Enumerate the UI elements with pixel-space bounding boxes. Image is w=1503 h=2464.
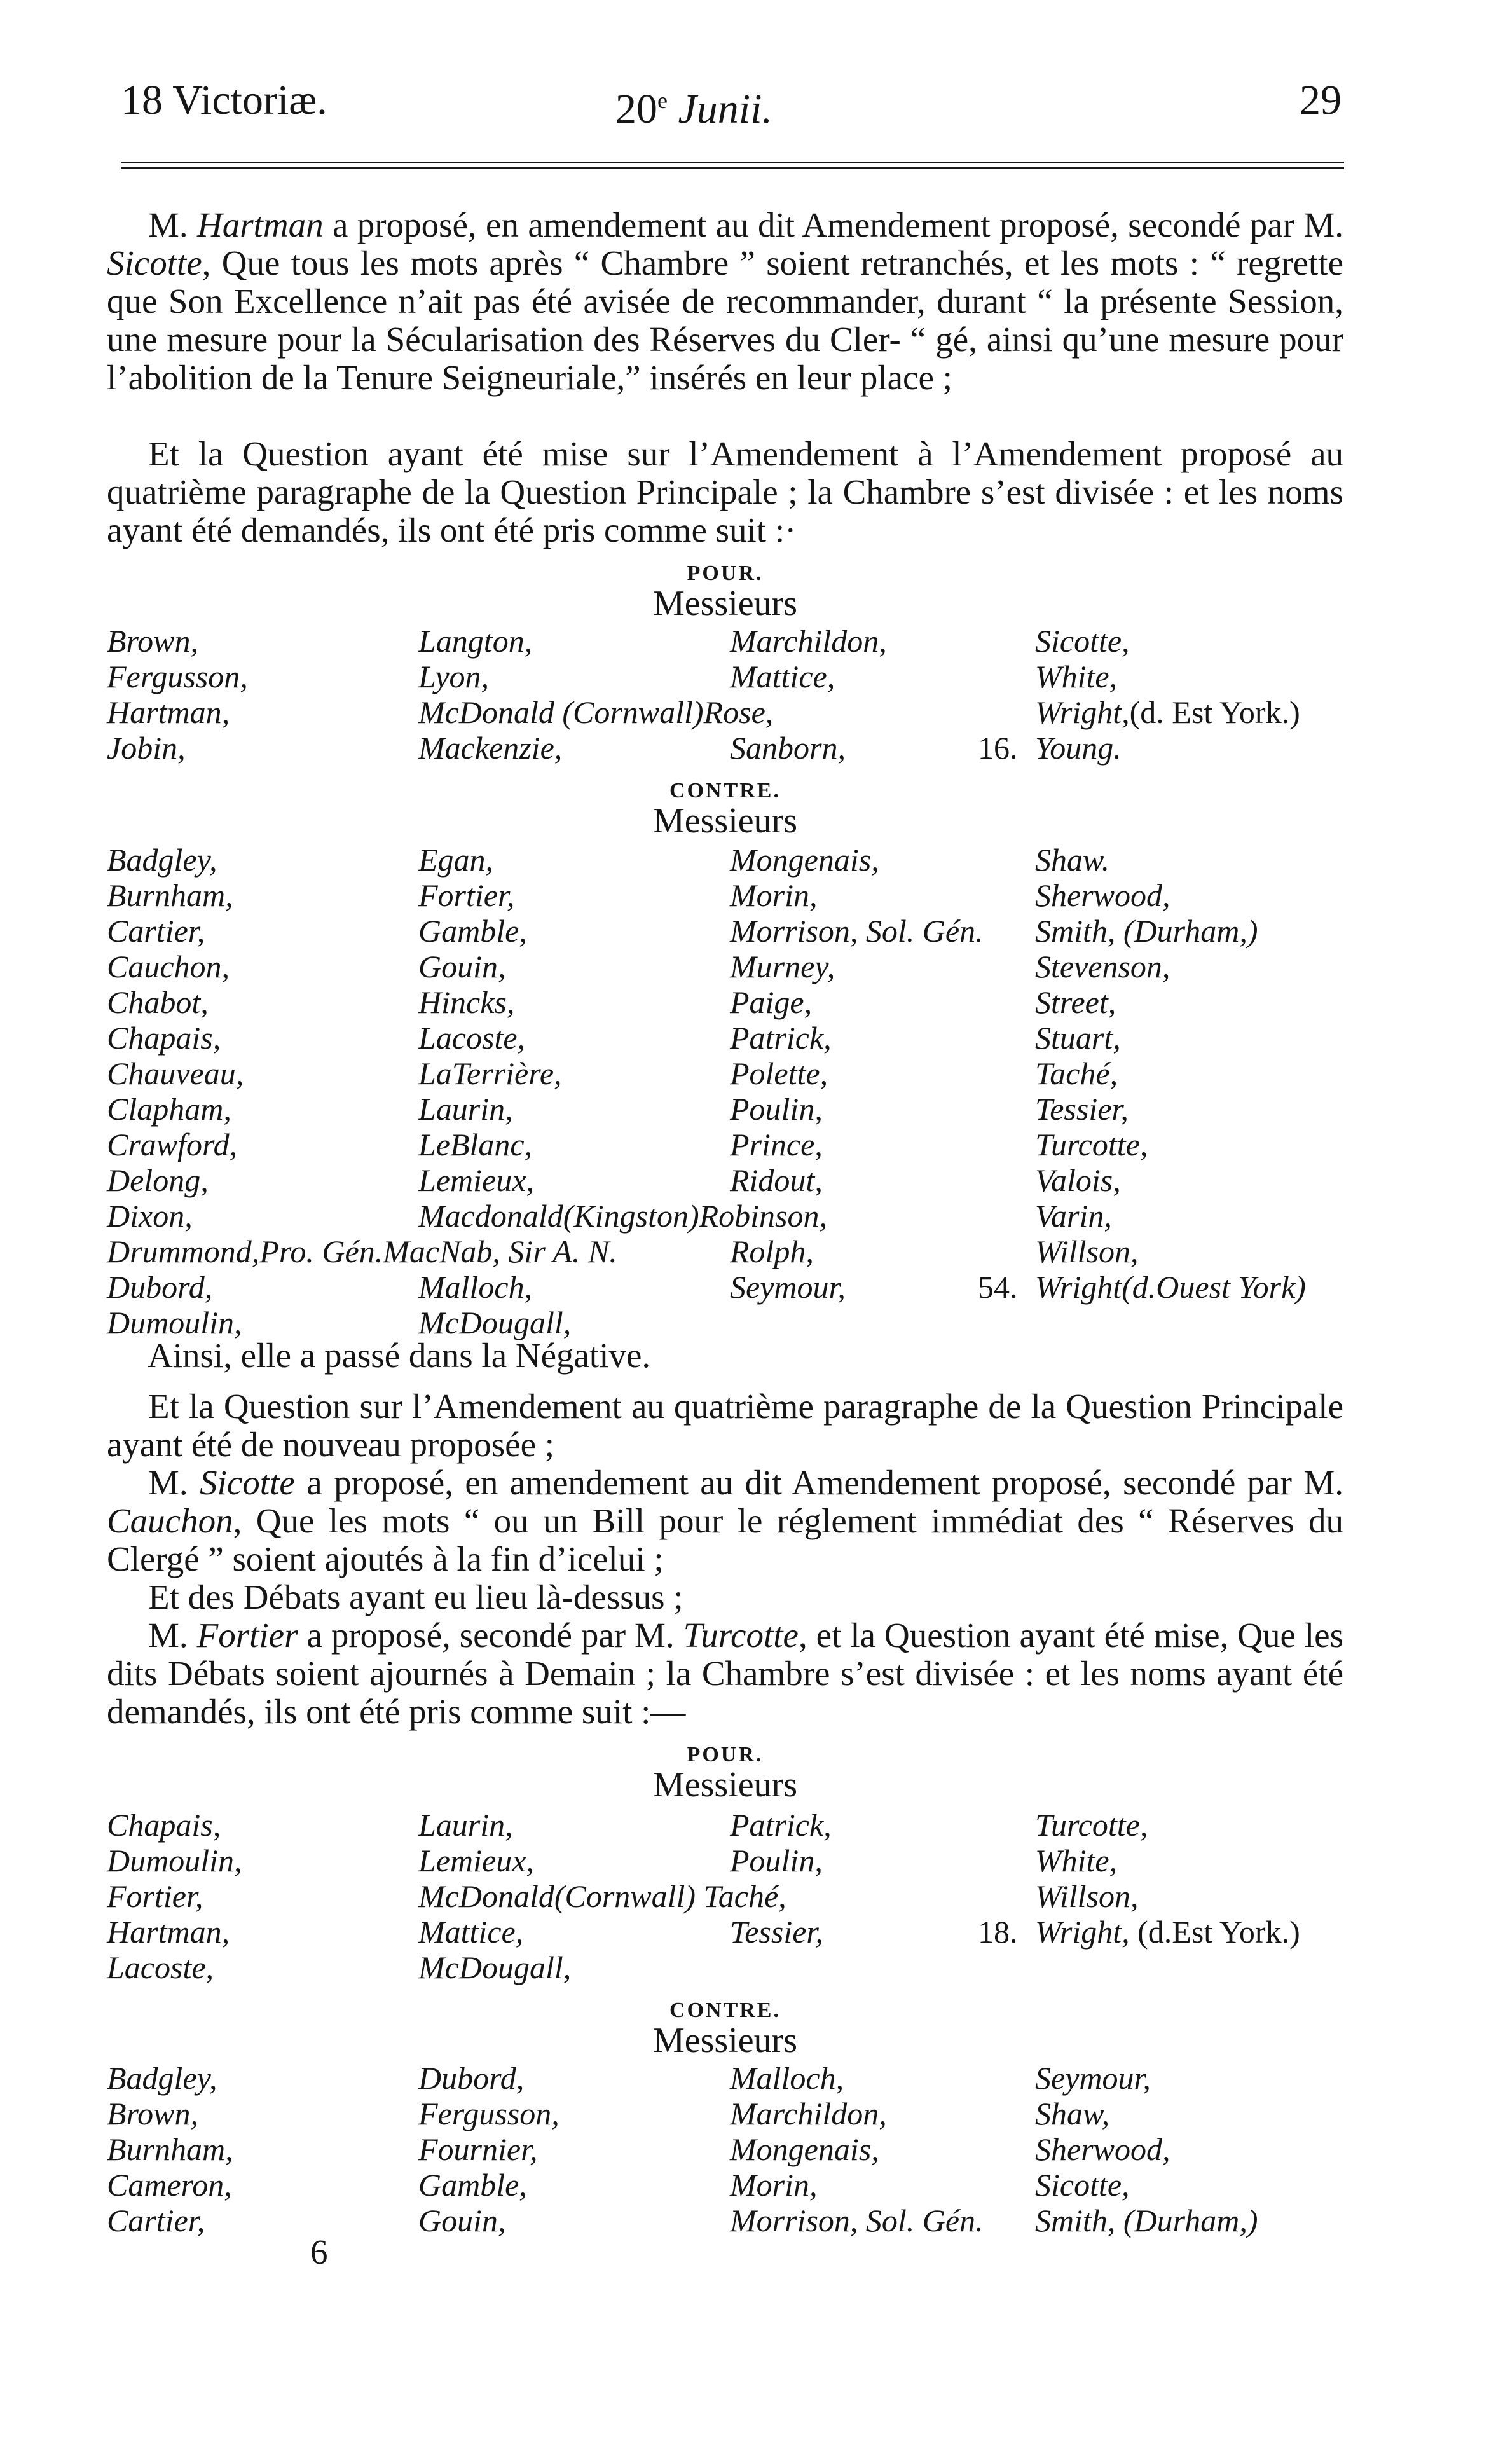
member-name: Lyon,: [418, 659, 490, 694]
member-name: Chabot,: [107, 984, 209, 1020]
member-name: Sanborn,: [730, 730, 846, 766]
member-name: Shaw.: [1035, 842, 1110, 878]
member-name: Laurin,: [418, 1091, 513, 1127]
member-name: Cauchon,: [107, 949, 230, 984]
vote1-pour-row: [107, 623, 1343, 659]
vote1-contre-row: [107, 984, 1343, 1020]
vote1-contre-row: [107, 913, 1343, 949]
member-name: Wright(d.Ouest York): [1035, 1269, 1306, 1305]
member-name: LeBlanc,: [418, 1127, 533, 1162]
vote1-pour-messieurs: Messieurs: [652, 584, 798, 623]
p7-text-1: M.: [148, 1616, 197, 1655]
member-name: Dumoulin,: [107, 1843, 242, 1878]
member-name: Willson,: [1035, 1878, 1139, 1914]
vote1-contre-messieurs: Messieurs: [652, 801, 798, 841]
member-name: Badgley,: [107, 842, 217, 878]
member-name: Prince,: [730, 1127, 823, 1162]
paragraph-adjournment-motion: [107, 1616, 1343, 1731]
member-name: Patrick,: [730, 1020, 832, 1056]
p5-text-2: a proposé, en amendement au dit Amendement proposé, secondé par M.: [294, 1463, 1344, 1502]
vote1-pour-list: [107, 623, 1343, 766]
running-head-left: 18 Victoriæ.: [121, 77, 327, 123]
p1-text-3: , Que tous les mots après “ Chambre ” soient retranchés, et les mots : “ regrette que Son Excellence n’ait pas été avisée de recommander, durant “ la présente Session, une mesure pour la Sécularisation des Réserves du Cler- “ gé, ainsi qu’une mesure pour l’abolition de la Tenure Seigneuriale,” insérés en leur place ;: [107, 244, 1343, 397]
member-name: McDougall,: [418, 1950, 572, 1985]
vote1-contre-row: [107, 842, 1343, 878]
member-name: Fortier,: [107, 1878, 203, 1914]
member-name: Mattice,: [730, 659, 835, 694]
vote1-contre-row: [107, 949, 1343, 984]
member-name: Mattice,: [418, 1914, 524, 1950]
member-name: Patrick,: [730, 1807, 832, 1843]
member-name: Cartier,: [107, 2203, 205, 2238]
member-name-wright: [1035, 1914, 1300, 1950]
member-name: LaTerrière,: [418, 1056, 562, 1091]
member-name: Morin,: [730, 2167, 818, 2203]
member-name: Mongenais,: [730, 842, 879, 878]
member-name-wright: [1035, 694, 1300, 730]
vote2-contre-row: [107, 2060, 1343, 2096]
vote1-pour-heading: POUR.: [687, 561, 764, 585]
member-name: Tessier,: [1035, 1091, 1129, 1127]
member-name: Tessier,: [730, 1914, 823, 1950]
vote1-contre-row: [107, 1234, 1343, 1269]
vote1-contre-row: [107, 1269, 1343, 1305]
vote1-pour-count: 16.: [978, 730, 1018, 766]
member-name: Badgley,: [107, 2060, 217, 2096]
vote2-pour-count: 18.: [978, 1914, 1018, 1950]
vote2-contre-row: [107, 2203, 1343, 2238]
member-name: White,: [1035, 1843, 1118, 1878]
member-name: Dubord,: [418, 2060, 525, 2096]
member-name: Chapais,: [107, 1020, 221, 1056]
member-name: Varin,: [1035, 1198, 1112, 1234]
member-name: Hartman,: [107, 1914, 230, 1950]
paragraph-negative: Ainsi, elle a passé dans la Négative.: [148, 1336, 651, 1375]
vote1-pour-row: [107, 730, 1343, 766]
member-name: Gouin,: [418, 949, 506, 984]
member-name: Brown,: [107, 2096, 198, 2131]
member-name: Paige,: [730, 984, 813, 1020]
member-name: Gouin,: [418, 2203, 506, 2238]
member-name: Turcotte,: [1035, 1127, 1148, 1162]
member-name: Mackenzie,: [418, 730, 563, 766]
member-name: Dubord,: [107, 1269, 213, 1305]
paragraph-amendment-hartman: [107, 206, 1343, 397]
paragraph-question-again: Et la Question sur l’Amendement au quatrième paragraphe de la Question Principale ayant été de nouveau proposée ;: [107, 1387, 1343, 1464]
member-name: Lemieux,: [418, 1843, 534, 1878]
member-name: Morrison, Sol. Gén.: [730, 2203, 984, 2238]
member-name: Egan,: [418, 842, 494, 878]
member-name: Mongenais,: [730, 2131, 879, 2167]
vote2-contre-list: [107, 2060, 1343, 2238]
p5-name-sicotte: Sicotte: [200, 1463, 295, 1502]
member-name: Drummond,Pro. Gén.MacNab, Sir A. N.: [107, 1234, 617, 1269]
constituency-note: (d. Est York.): [1129, 694, 1300, 730]
vote1-contre-row: [107, 1127, 1343, 1162]
paragraph-amendment-sicotte: [107, 1464, 1343, 1578]
p5-text-3: , Que les mots “ ou un Bill pour le réglement immédiat des “ Réserves du Clergé ” soient ajoutés à la fin d’icelui ;: [107, 1501, 1343, 1578]
member-name: Murney,: [730, 949, 835, 984]
member-name: Macdonald(Kingston)Robinson,: [418, 1198, 828, 1234]
member-name: Sherwood,: [1035, 2131, 1170, 2167]
member-name: Valois,: [1035, 1162, 1121, 1198]
member-name: Marchildon,: [730, 623, 887, 659]
member-name: Clapham,: [107, 1091, 231, 1127]
member-name: Taché,: [1035, 1056, 1118, 1091]
date-day: 20: [615, 86, 657, 132]
member-name: Fergusson,: [107, 659, 248, 694]
member-name: Burnham,: [107, 2131, 233, 2167]
vote2-pour-row: [107, 1843, 1343, 1878]
member-name: Willson,: [1035, 1234, 1139, 1269]
p7-text-3: , et la Question ayant été mise, Que les dits Débats soient ajournés à Demain ; la Chambre s’est divisée : et les noms ayant été demandés, ils ont été pris comme suit :—: [107, 1616, 1343, 1731]
member-name: Wright,: [1035, 1914, 1130, 1950]
vote1-contre-heading: CONTRE.: [669, 779, 781, 802]
member-name: Cartier,: [107, 913, 205, 949]
member-name: Sicotte,: [1035, 623, 1130, 659]
vote1-contre-row: [107, 878, 1343, 913]
member-name: Seymour,: [1035, 2060, 1151, 2096]
vote1-pour-row: [107, 659, 1343, 694]
p5-name-cauchon: Cauchon: [107, 1501, 233, 1540]
member-name: Laurin,: [418, 1807, 513, 1843]
constituency-note: (d.Est York.): [1137, 1914, 1300, 1950]
member-name: Chauveau,: [107, 1056, 244, 1091]
member-name: Gamble,: [418, 2167, 527, 2203]
vote1-contre-row: [107, 1162, 1343, 1198]
member-name: Young.: [1035, 730, 1122, 766]
paragraph-question-put: Et la Question ayant été mise sur l’Amendement à l’Amendement proposé au quatrième paragraphe de la Question Principale ; la Chambre s’est divisée : et les noms ayant été demandés, ils ont été pris comme suit :·: [107, 434, 1343, 549]
vote2-contre-row: [107, 2096, 1343, 2131]
vote2-pour-messieurs: Messieurs: [652, 1765, 798, 1805]
member-name: Fergusson,: [418, 2096, 559, 2131]
member-name: Hincks,: [418, 984, 515, 1020]
p7-name-turcotte: Turcotte: [683, 1616, 799, 1655]
member-name: Seymour,: [730, 1269, 846, 1305]
member-name: Delong,: [107, 1162, 209, 1198]
paragraph-debates: Et des Débats ayant eu lieu là-dessus ;: [148, 1578, 683, 1616]
vote2-contre-row: [107, 2131, 1343, 2167]
page-number: 29: [1300, 77, 1342, 123]
vote-count: 54.: [978, 1269, 1018, 1305]
vote2-pour-row: [107, 1807, 1343, 1843]
vote2-pour-row: [107, 1950, 1343, 1985]
member-name: Rolph,: [730, 1234, 814, 1269]
member-name: Cameron,: [107, 2167, 232, 2203]
vote1-contre-row: [107, 1056, 1343, 1091]
member-name: Stevenson,: [1035, 949, 1170, 984]
p1-text-1: M.: [148, 205, 198, 244]
date-superscript: e: [657, 88, 668, 113]
member-name: Sicotte,: [1035, 2167, 1130, 2203]
member-name: McDonald (Cornwall)Rose,: [418, 694, 774, 730]
p5-text-1: M.: [148, 1463, 200, 1502]
member-name: Burnham,: [107, 878, 233, 913]
p7-name-fortier: Fortier: [196, 1616, 298, 1655]
vote1-contre-row: [107, 1020, 1343, 1056]
member-name: Poulin,: [730, 1091, 823, 1127]
member-name: Malloch,: [418, 1269, 533, 1305]
member-name: Marchildon,: [730, 2096, 887, 2131]
vote1-contre-list: [107, 842, 1343, 1340]
member-name: Morrison, Sol. Gén.: [730, 913, 984, 949]
member-name: Gamble,: [418, 913, 527, 949]
vote2-pour-row: [107, 1878, 1343, 1914]
member-name: Morin,: [730, 878, 818, 913]
member-name: Poulin,: [730, 1843, 823, 1878]
member-name: Brown,: [107, 623, 198, 659]
member-name: Smith, (Durham,): [1035, 913, 1258, 949]
date-month: Junii.: [678, 86, 772, 132]
member-name: Crawford,: [107, 1127, 238, 1162]
vote1-contre-row: [107, 1305, 1343, 1340]
vote2-contre-row: [107, 2167, 1343, 2203]
header-rule-bottom: [121, 167, 1344, 169]
member-name: Fortier,: [418, 878, 515, 913]
member-name: Smith, (Durham,): [1035, 2203, 1258, 2238]
member-name: Ridout,: [730, 1162, 823, 1198]
p1-name-sicotte: Sicotte: [107, 244, 202, 282]
vote2-pour-list: [107, 1807, 1343, 1985]
vote1-contre-row: [107, 1091, 1343, 1127]
vote2-contre-messieurs: Messieurs: [652, 2021, 798, 2060]
member-name: Fournier,: [418, 2131, 538, 2167]
member-name: McDonald(Cornwall) Taché,: [418, 1878, 786, 1914]
member-name: McDougall,: [418, 1305, 572, 1340]
vote1-pour-row: [107, 694, 1343, 730]
member-name: Turcotte,: [1035, 1807, 1148, 1843]
header-rule-top: [121, 162, 1344, 163]
member-name: Sherwood,: [1035, 878, 1170, 913]
member-name: Dumoulin,: [107, 1305, 242, 1340]
member-name: Wright,: [1035, 694, 1130, 730]
running-head-date: [615, 75, 772, 135]
member-name: White,: [1035, 659, 1118, 694]
vote2-pour-row: [107, 1914, 1343, 1950]
member-name: Malloch,: [730, 2060, 844, 2096]
member-name: Street,: [1035, 984, 1116, 1020]
member-name: Polette,: [730, 1056, 828, 1091]
vote2-pour-heading: POUR.: [687, 1743, 764, 1766]
vote1-contre-row: [107, 1198, 1343, 1234]
signature-mark: 6: [310, 2233, 328, 2271]
p1-text-2: a proposé, en amendement au dit Amendement proposé, secondé par M.: [323, 205, 1344, 244]
p1-name-hartman: Hartman: [197, 205, 324, 244]
member-name: Stuart,: [1035, 1020, 1121, 1056]
member-name: Chapais,: [107, 1807, 221, 1843]
p7-text-2: a proposé, secondé par M.: [298, 1616, 683, 1655]
member-name: Lemieux,: [418, 1162, 534, 1198]
member-name: Dixon,: [107, 1198, 193, 1234]
vote2-contre-heading: CONTRE.: [669, 1999, 781, 2022]
member-name: Shaw,: [1035, 2096, 1110, 2131]
member-name: Langton,: [418, 623, 533, 659]
member-name: Lacoste,: [107, 1950, 214, 1985]
member-name: Hartman,: [107, 694, 230, 730]
member-name: Jobin,: [107, 730, 186, 766]
member-name: Lacoste,: [418, 1020, 526, 1056]
